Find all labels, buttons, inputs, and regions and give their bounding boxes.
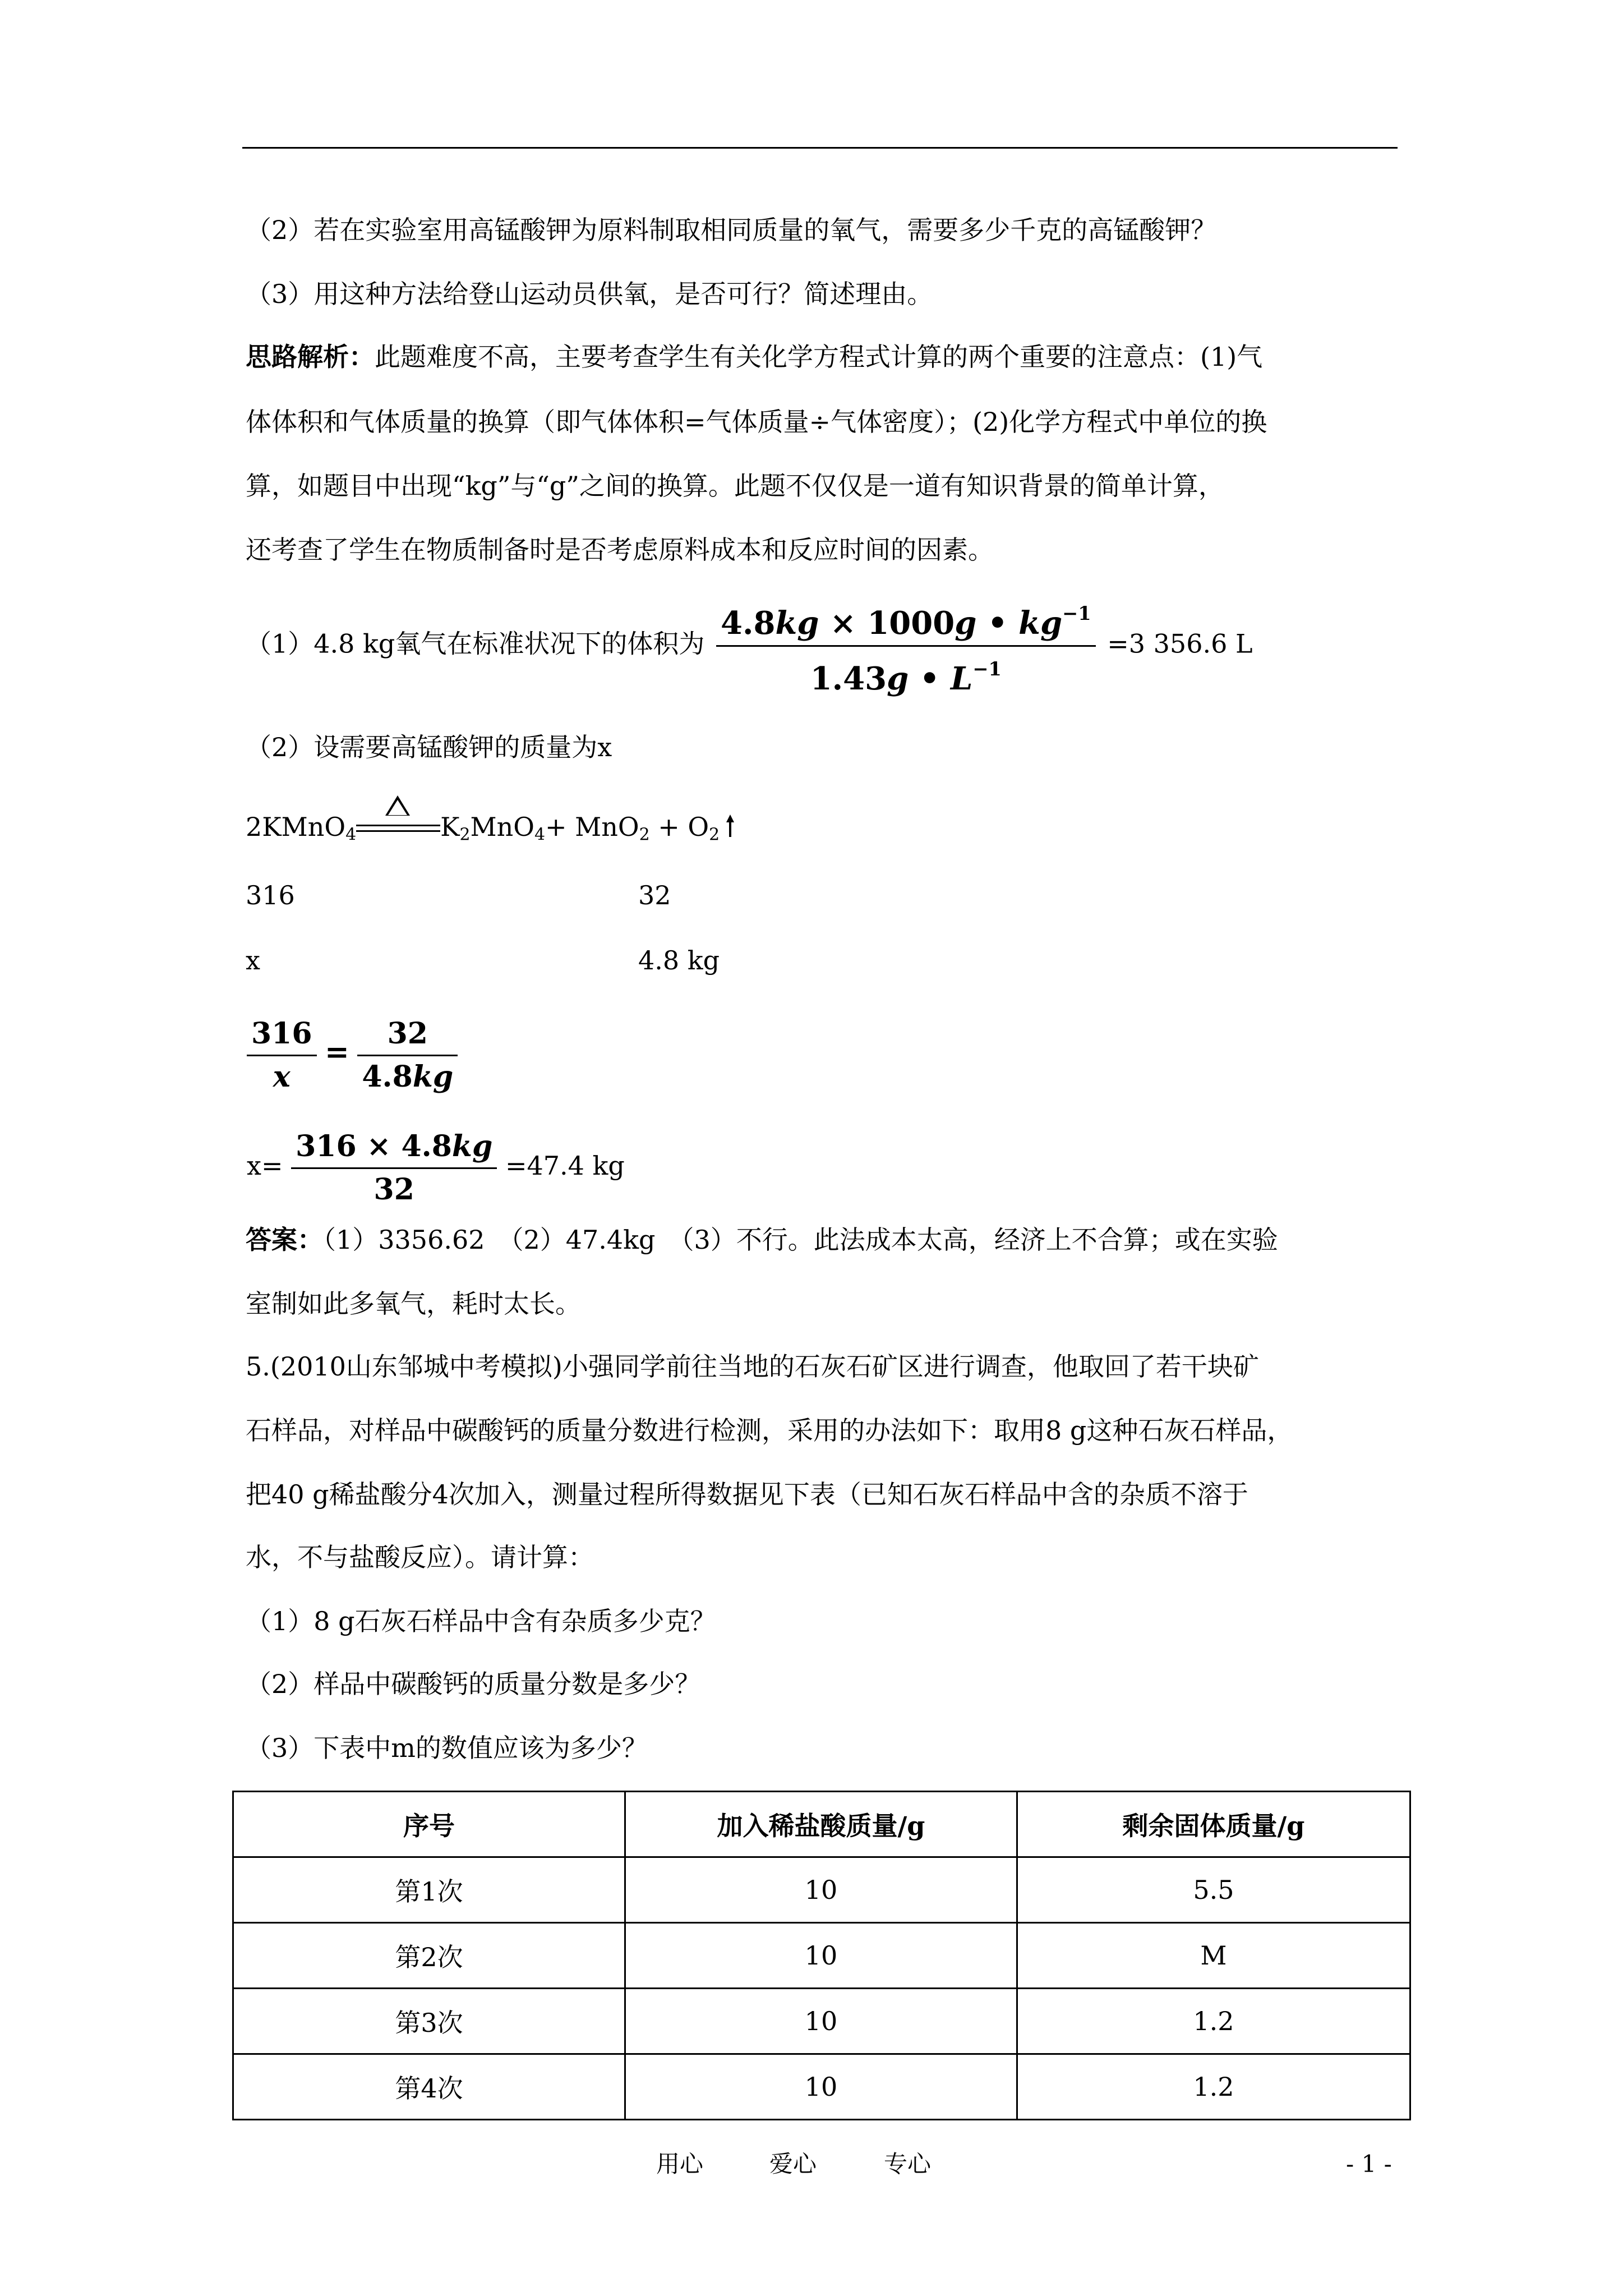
problem-5-line-3: 把40 g稀盐酸分4次加入，测量过程所得数据见下表（已知石灰石样品中含的杂质不溶于 xyxy=(246,1479,1248,1510)
ratio-row-1-left: 316 xyxy=(246,880,295,910)
footer-left: 用心 xyxy=(656,2150,704,2178)
footer-mid: 爱心 xyxy=(769,2150,817,2178)
table-cell: 第2次 xyxy=(233,1923,625,1989)
table-cell: 第4次 xyxy=(233,2054,625,2120)
calculation: x= $\frac{316 \times 4.8kg}{32}$ =47.4 kg xyxy=(247,1129,625,1207)
question-2: （2）若在实验室用高锰酸钾为原料制取相同质量的氧气，需要多少千克的高锰酸钾？ xyxy=(246,215,1217,245)
page-number: - 1 - xyxy=(1346,2150,1392,2178)
analysis-line-4: 还考查了学生在物质制备时是否考虑原料成本和反应时间的因素。 xyxy=(246,535,994,565)
table-cell: 1.2 xyxy=(1017,1989,1410,2054)
table-cell: 10 xyxy=(625,1857,1017,1923)
ratio-row-1-right: 32 xyxy=(638,880,671,910)
footer-right: 专心 xyxy=(884,2150,932,2178)
table-cell: 5.5 xyxy=(1017,1857,1410,1923)
question-3: （3）用这种方法给登山运动员供氧，是否可行？简述理由。 xyxy=(246,279,933,309)
table-row xyxy=(233,1923,1410,1989)
table-row xyxy=(233,1857,1410,1923)
heat-equals-sign xyxy=(356,812,440,846)
table-header-row xyxy=(233,1792,1410,1857)
analysis-label: 思路解析： xyxy=(246,342,375,372)
solution-1: （1）4.8 kg氧气在标准状况下的体积为 $\frac{4.8kg \times 1000g • kg^{-1}}{1.43g • L^{-1}}$ =3 356.6 L xyxy=(246,591,1253,701)
table-cell: 第1次 xyxy=(233,1857,625,1923)
answer-line-2: 室制如此多氧气，耗时太长。 xyxy=(246,1289,581,1319)
gas-arrow-icon xyxy=(725,812,735,846)
problem-5-line-2: 石样品，对样品中碳酸钙的质量分数进行检测，采用的办法如下：取用8 g这种石灰石样品， xyxy=(246,1415,1293,1446)
answer-label: 答案： xyxy=(246,1225,323,1255)
table-row xyxy=(233,1989,1410,2054)
problem-5-line-1: 5.(2010山东邹城中考模拟)小强同学前往当地的石灰石矿区进行调查，他取回了若干块矿 xyxy=(246,1351,1259,1382)
volume-fraction: $\frac{4.8kg \times 1000g • kg^{-1}}{1.43g • L^{-1}}$ xyxy=(716,591,1096,701)
chemical-equation: 2KMnO$_4$ $K_2MnO_4+ MnO_2 + O_2$ xyxy=(246,810,735,852)
table-row xyxy=(233,2054,1410,2120)
table-cell: 1.2 xyxy=(1017,2054,1410,2120)
proportion-equation: $\frac{316}{x}$ = $\frac{32}{4.8kg}$ xyxy=(247,1007,458,1098)
problem-5-question-2: （2）样品中碳酸钙的质量分数是多少？ xyxy=(246,1669,701,1699)
solution-2: （2）设需要高锰酸钾的质量为x xyxy=(246,732,612,762)
problem-5-question-1: （1）8 g石灰石样品中含有杂质多少克？ xyxy=(246,1606,716,1636)
header-rule xyxy=(242,147,1398,149)
data-table xyxy=(232,1791,1411,2120)
table-cell: 10 xyxy=(625,1923,1017,1989)
table-cell: 10 xyxy=(625,2054,1017,2120)
table-cell: 第3次 xyxy=(233,1989,625,2054)
analysis-line-1: 思路解析：此题难度不高，主要考查学生有关化学方程式计算的两个重要的注意点：(1)气 xyxy=(246,342,1263,372)
problem-5-line-4: 水，不与盐酸反应）。请计算： xyxy=(246,1542,594,1572)
table-cell: 10 xyxy=(625,1989,1017,2054)
ratio-row-2-right: 4.8 kg xyxy=(638,945,720,976)
analysis-line-3: 算，如题目中出现“kg”与“g”之间的换算。此题不仅仅是一道有知识背景的简单计算， xyxy=(246,471,1224,501)
answer-line-1: 答案：（1）3356.62 （2）47.4kg （3）不行。此法成本太高，经济上不合算；或在实验 xyxy=(246,1225,1278,1255)
table-header: 加入稀盐酸质量/g xyxy=(625,1792,1017,1857)
table-header: 序号 xyxy=(233,1792,625,1857)
ratio-row-2-left: x xyxy=(246,945,260,976)
analysis-line-2: 体体积和气体质量的换算（即气体体积=气体质量÷气体密度）；(2)化学方程式中单位的换 xyxy=(246,407,1267,437)
table-header: 剩余固体质量/g xyxy=(1017,1792,1410,1857)
table-cell: M xyxy=(1017,1923,1410,1989)
problem-5-question-3: （3）下表中m的数值应该为多少？ xyxy=(246,1733,648,1763)
